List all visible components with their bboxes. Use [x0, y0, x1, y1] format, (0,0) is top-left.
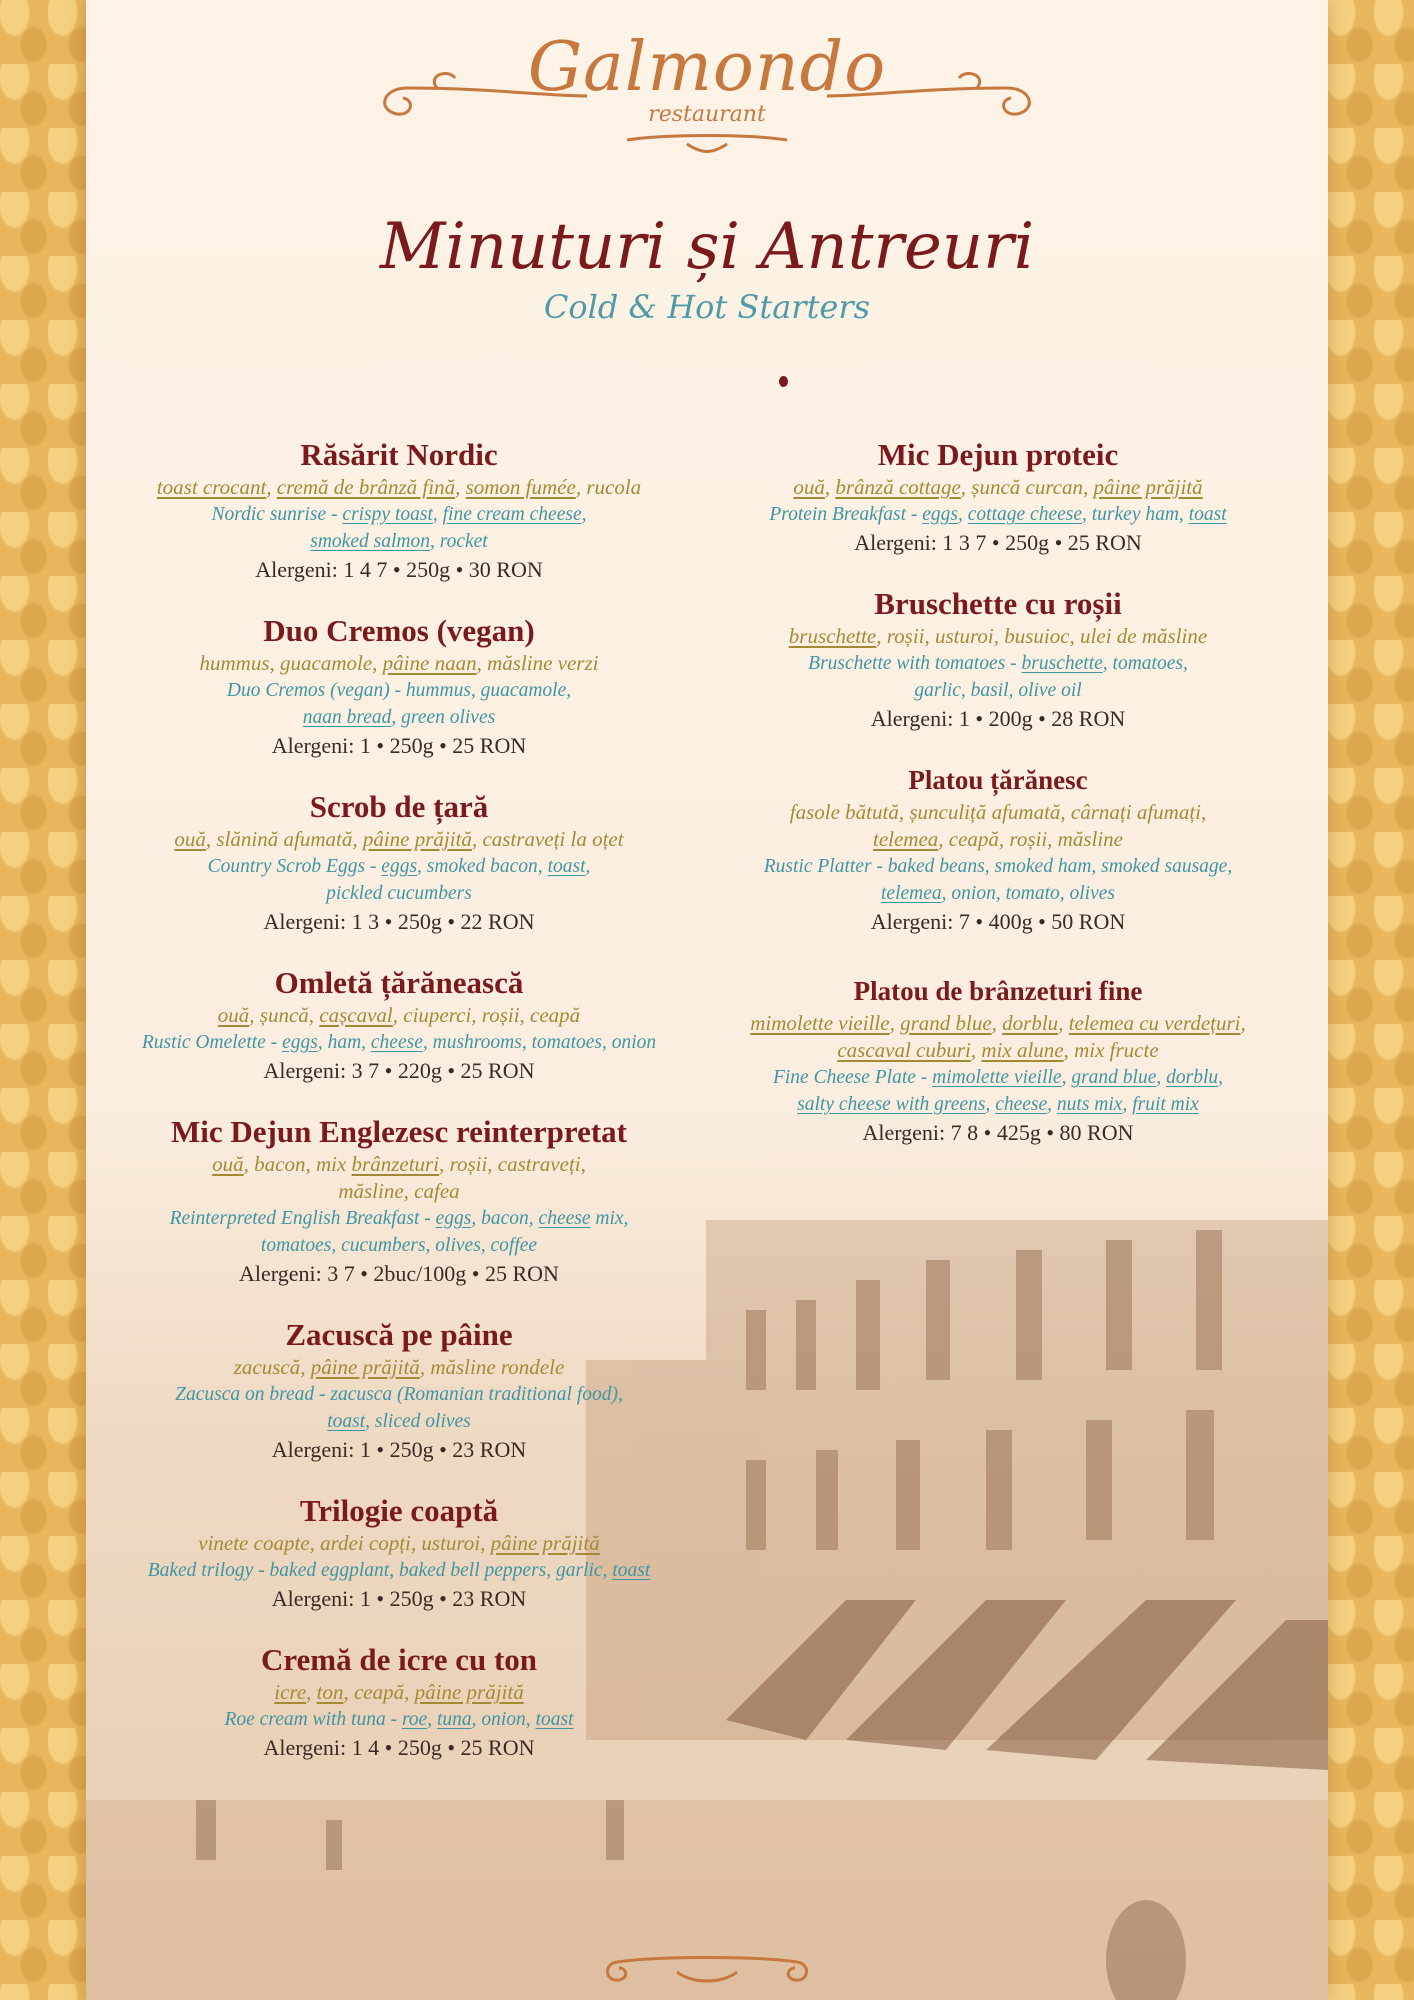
item-name: Duo Cremos (vegan) — [263, 613, 535, 648]
item-ingredients-en: Country Scrob Eggs - eggs, smoked bacon, toast, — [207, 856, 591, 877]
item-ingredients-en: Roe cream with tuna - roe, tuna, onion, toast — [224, 1709, 574, 1730]
menu-item — [119, 788, 679, 936]
item-ingredients-ro: ouă, șuncă, cașcaval, ciuperci, roșii, ceapă — [217, 1003, 581, 1027]
item-ingredients-ro: fasole bătută, șunculiță afumată, cârnați afumați, — [789, 800, 1207, 824]
item-ingredients-ro: ouă, bacon, mix brânzeturi, roșii, castraveți, — [212, 1152, 586, 1176]
item-ingredients-en: Fine Cheese Plate - mimolette vieille, grand blue, dorblu, — [772, 1067, 1224, 1088]
menu-item — [119, 612, 679, 760]
menu-item — [119, 1641, 679, 1762]
menu-item — [119, 1113, 679, 1288]
item-name: Răsărit Nordic — [300, 437, 498, 472]
menu-item — [119, 436, 679, 584]
menu-item — [718, 436, 1278, 557]
item-allergens-weight-price: Alergeni: 1 • 250g • 23 RON — [271, 1437, 527, 1462]
item-ingredients-en: Duo Cremos (vegan) - hummus, guacamole, — [226, 680, 572, 701]
menu-item — [119, 964, 679, 1085]
item-ingredients-ro: zacuscă, pâine prăjită, măsline rondele — [233, 1355, 565, 1379]
item-ingredients-ro: bruschette, roșii, usturoi, busuioc, ulei de măsline — [788, 624, 1208, 648]
brand-name: Galmondo — [527, 28, 887, 107]
item-ingredients-en-2: naan bread, green olives — [302, 707, 496, 728]
item-allergens-weight-price: Alergeni: 7 • 400g • 50 RON — [870, 909, 1126, 934]
right-floral-border — [1326, 0, 1414, 2000]
menu-item — [718, 761, 1278, 936]
item-ingredients-en: Rustic Platter - baked beans, smoked ham, smoked sausage, — [763, 856, 1233, 877]
item-ingredients-ro-2: cascaval cuburi, mix alune, mix fructe — [837, 1038, 1159, 1062]
menu-column-right — [718, 436, 1278, 1175]
item-ingredients-en: Zacusca on bread - zacusca (Romanian traditional food), — [175, 1384, 623, 1405]
item-allergens-weight-price: Alergeni: 3 7 • 220g • 25 RON — [263, 1058, 535, 1083]
item-ingredients-ro-2: măsline, cafea — [338, 1179, 460, 1203]
item-ingredients-ro: vinete coapte, ardei copți, usturoi, pâine prăjită — [198, 1531, 600, 1555]
item-ingredients-en-2: smoked salmon, rocket — [310, 531, 488, 552]
item-ingredients-ro: icre, ton, ceapă, pâine prăjită — [274, 1680, 524, 1704]
item-allergens-weight-price: Alergeni: 1 • 250g • 25 RON — [271, 733, 527, 758]
item-ingredients-en: Protein Breakfast - eggs, cottage cheese, turkey ham, toast — [769, 504, 1227, 525]
item-name: Mic Dejun proteic — [877, 437, 1119, 472]
item-name: Platou țărănesc — [908, 765, 1088, 795]
item-ingredients-ro: ouă, slănină afumată, pâine prăjită, castraveți la oțet — [174, 827, 624, 851]
menu-item — [119, 1492, 679, 1613]
section-title: Minuturi și Antreuri — [379, 210, 1035, 284]
footer-ornament — [0, 1942, 1414, 1988]
left-floral-border — [0, 0, 88, 2000]
item-allergens-weight-price: Alergeni: 1 4 7 • 250g • 30 RON — [255, 557, 543, 582]
item-ingredients-en: Rustic Omelette - eggs, ham, cheese, mushrooms, tomatoes, onion — [141, 1032, 657, 1053]
menu-column-left — [119, 436, 679, 1790]
item-ingredients-en-2: pickled cucumbers — [326, 883, 472, 904]
item-ingredients-en-2: salty cheese with greens, cheese, nuts mix, fruit mix — [797, 1094, 1199, 1115]
item-name: Mic Dejun Englezesc reinterpretat — [171, 1114, 627, 1149]
item-name: Scrob de țară — [309, 789, 489, 824]
item-ingredients-ro: toast crocant, cremă de brânză fină, somon fumée, rucola — [156, 475, 642, 499]
item-allergens-weight-price: Alergeni: 1 3 • 250g • 22 RON — [263, 909, 535, 934]
section-subtitle: Cold & Hot Starters — [543, 288, 871, 326]
item-name: Omletă țărănească — [274, 965, 524, 1000]
item-ingredients-en-2: garlic, basil, olive oil — [914, 680, 1082, 701]
item-name: Trilogie coaptă — [299, 1493, 499, 1528]
item-ingredients-ro: hummus, guacamole, pâine naan, măsline verzi — [199, 651, 599, 675]
restaurant-logo — [86, 18, 1328, 168]
item-allergens-weight-price: Alergeni: 7 8 • 425g • 80 RON — [862, 1120, 1134, 1145]
item-ingredients-en: Nordic sunrise - crispy toast, fine cream cheese, — [211, 504, 587, 525]
item-ingredients-ro: ouă, brânză cottage, șuncă curcan, pâine prăjită — [793, 475, 1203, 499]
item-allergens-weight-price: Alergeni: 1 • 200g • 28 RON — [870, 706, 1126, 731]
item-ingredients-en: Reinterpreted English Breakfast - eggs, bacon, cheese mix, — [169, 1208, 629, 1229]
item-allergens-weight-price: Alergeni: 1 3 7 • 250g • 25 RON — [854, 530, 1142, 555]
item-ingredients-en-2: toast, sliced olives — [327, 1411, 471, 1432]
item-allergens-weight-price: Alergeni: 1 4 • 250g • 25 RON — [263, 1735, 535, 1760]
item-name: Bruschette cu roșii — [874, 586, 1122, 621]
item-ingredients-en-2: telemea, onion, tomato, olives — [881, 883, 1115, 904]
item-name: Cremă de icre cu ton — [260, 1642, 538, 1677]
item-ingredients-ro-2: telemea, ceapă, roșii, măsline — [872, 827, 1123, 851]
item-ingredients-en: Bruschette with tomatoes - bruschette, tomatoes, — [808, 653, 1188, 674]
item-name: Platou de brânzeturi fine — [853, 976, 1143, 1006]
item-ingredients-en-2: tomatoes, cucumbers, olives, coffee — [260, 1235, 538, 1256]
item-allergens-weight-price: Alergeni: 1 • 250g • 23 RON — [271, 1586, 527, 1611]
scroll-ornament-icon — [597, 1942, 817, 1988]
divider-dot — [779, 376, 788, 387]
item-ingredients-ro: mimolette vieille, grand blue, dorblu, telemea cu verdețuri, — [750, 1011, 1246, 1035]
item-allergens-weight-price: Alergeni: 3 7 • 2buc/100g • 25 RON — [239, 1261, 559, 1286]
menu-item — [718, 585, 1278, 733]
brand-subtitle: restaurant — [648, 102, 766, 127]
menu-item — [119, 1316, 679, 1464]
menu-item — [718, 972, 1278, 1147]
item-name: Zacuscă pe pâine — [285, 1317, 513, 1352]
item-ingredients-en: Baked trilogy - baked eggplant, baked bell peppers, garlic, toast — [147, 1560, 651, 1581]
